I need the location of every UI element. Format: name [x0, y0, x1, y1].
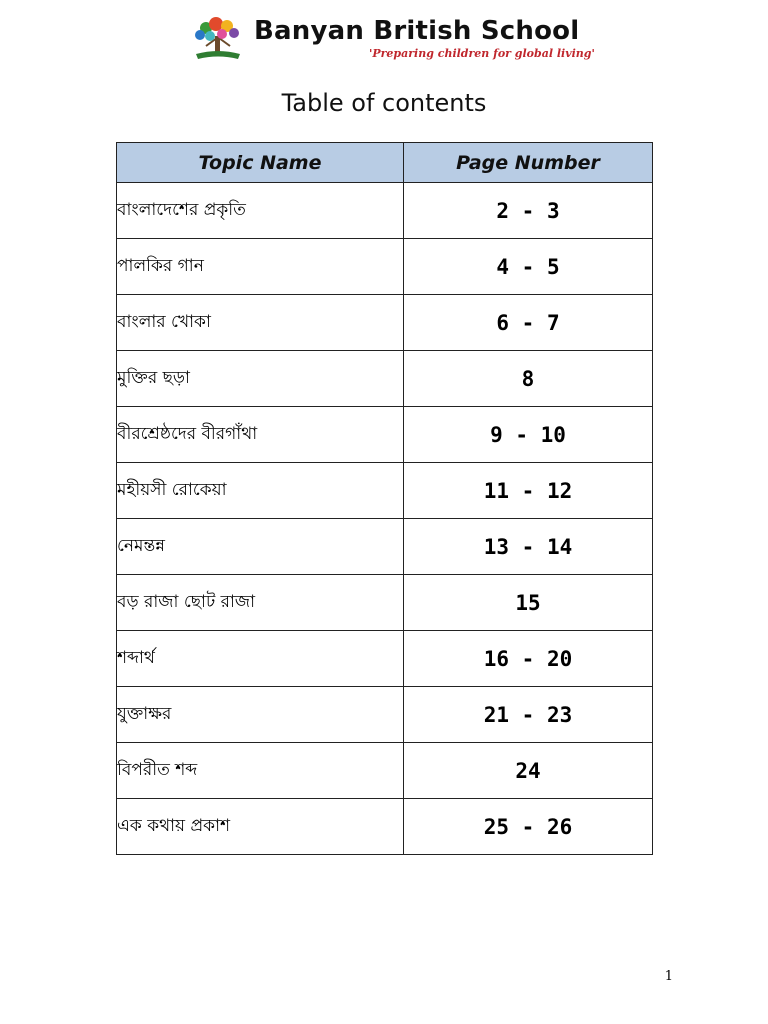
page-range-cell: 24: [404, 743, 653, 799]
topic-name-cell: মহীয়সী রোকেয়া: [117, 463, 404, 519]
table-row: [117, 631, 653, 687]
page-title: Table of contents: [281, 89, 487, 117]
column-header-topic: Topic Name: [117, 143, 404, 183]
table-row: [117, 687, 653, 743]
school-name: Banyan British School: [254, 16, 580, 46]
topic-name-cell: বাংলাদেশের প্রকৃতি: [117, 183, 404, 239]
table-row: [117, 239, 653, 295]
topic-name-cell: বিপরীত শব্দ: [117, 743, 404, 799]
page-range-cell: 8: [404, 351, 653, 407]
page-range-cell: 4 - 5: [404, 239, 653, 295]
school-tagline: 'Preparing children for global living': [369, 47, 595, 60]
topic-name-cell: যুক্তাক্ষর: [117, 687, 404, 743]
table-row: [117, 799, 653, 855]
topic-name-cell: বাংলার খোকা: [117, 295, 404, 351]
table-row: [117, 743, 653, 799]
table-row: [117, 183, 653, 239]
table-header-row: [117, 143, 653, 183]
topic-name-cell: মুক্তির ছড়া: [117, 351, 404, 407]
contents-table: [116, 142, 653, 855]
school-header: [192, 16, 595, 62]
topic-name-cell: শব্দার্থ: [117, 631, 404, 687]
table-row: [117, 575, 653, 631]
topic-name-cell: এক কথায় প্রকাশ: [117, 799, 404, 855]
page-range-cell: 21 - 23: [404, 687, 653, 743]
page-number: 1: [664, 969, 673, 984]
page-range-cell: 25 - 26: [404, 799, 653, 855]
page-range-cell: 15: [404, 575, 653, 631]
topic-name-cell: বড় রাজা ছোট রাজা: [117, 575, 404, 631]
topic-name-cell: বীরশ্রেষ্ঠদের বীরগাঁথা: [117, 407, 404, 463]
banyan-tree-logo: [192, 16, 244, 60]
topic-name-cell: পালকির গান: [117, 239, 404, 295]
table-row: [117, 351, 653, 407]
table-row: [117, 295, 653, 351]
page-range-cell: 16 - 20: [404, 631, 653, 687]
page-range-cell: 11 - 12: [404, 463, 653, 519]
page-range-cell: 6 - 7: [404, 295, 653, 351]
page-range-cell: 2 - 3: [404, 183, 653, 239]
column-header-page-number: Page Number: [404, 143, 653, 183]
table-body: [117, 183, 653, 855]
table-row: [117, 463, 653, 519]
page-range-cell: 13 - 14: [404, 519, 653, 575]
table-row: [117, 519, 653, 575]
page-range-cell: 9 - 10: [404, 407, 653, 463]
topic-name-cell: নেমন্তন্ন: [117, 519, 404, 575]
table-row: [117, 407, 653, 463]
